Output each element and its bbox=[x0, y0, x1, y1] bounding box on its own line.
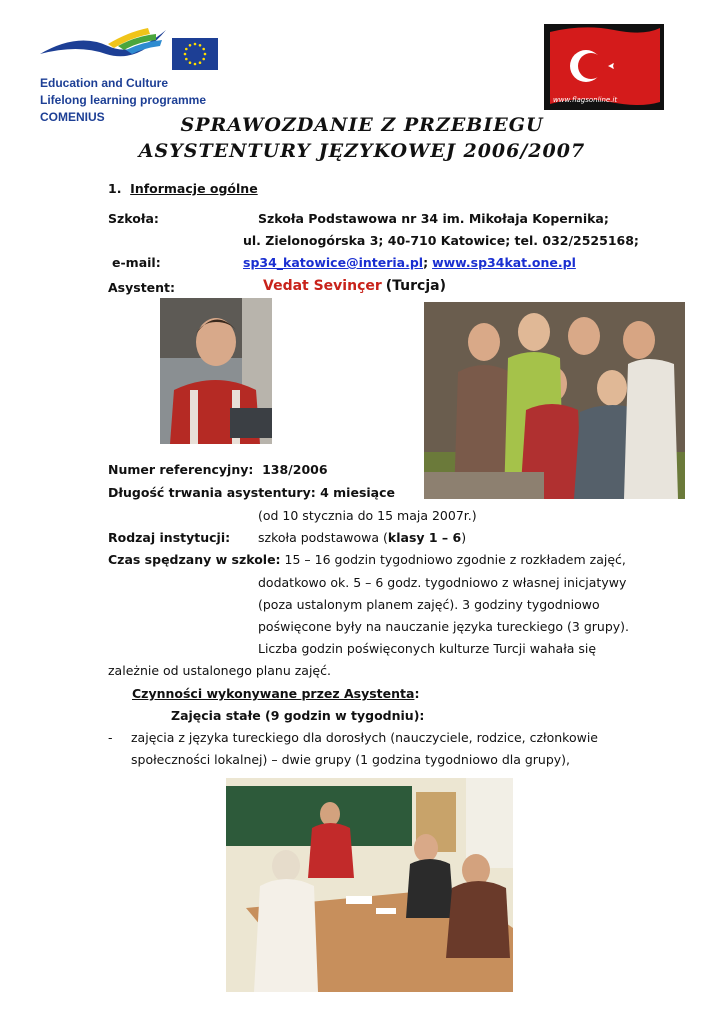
email-label: e-mail: bbox=[112, 255, 161, 270]
flag-caption: www.flagsonline.it bbox=[553, 96, 618, 104]
classroom-photo bbox=[226, 778, 513, 992]
institution-classes: klasy 1 – 6 bbox=[387, 530, 462, 545]
assistant-name: Vedat Sevinçer bbox=[263, 278, 382, 294]
activities-colon: : bbox=[414, 686, 420, 701]
assistant-country: (Turcja) bbox=[385, 278, 446, 294]
time-line3: (poza ustalonym planem zajęć). 3 godziny tygodniowo bbox=[258, 597, 600, 612]
time-label: Czas spędzany w szkole: bbox=[108, 552, 281, 567]
institution-close: ) bbox=[461, 530, 467, 545]
reference-row bbox=[108, 462, 328, 477]
title-line1: SPRAWOZDANIE Z PRZEBIEGU bbox=[180, 114, 544, 136]
contact-links bbox=[243, 255, 576, 270]
time-line1: 15 – 16 godzin tygodniowo zgodnie z rozkładem zajęć, bbox=[284, 552, 626, 567]
time-line6: zależnie od ustalonego planu zajęć. bbox=[108, 663, 331, 678]
institution-value bbox=[258, 530, 466, 545]
duration-value: 4 miesiące bbox=[320, 485, 395, 500]
school-address: ul. Zielonogórska 3; 40-710 Katowice; tel. 032/2525168; bbox=[243, 233, 639, 248]
bullet-marker: - bbox=[108, 730, 113, 745]
assistant-label: Asystent: bbox=[108, 280, 176, 295]
institution-label: Rodzaj instytucji: bbox=[108, 530, 231, 545]
email-separator: ; bbox=[423, 255, 429, 270]
reference-label: Numer referencyjny: bbox=[108, 462, 254, 477]
website-link[interactable]: www.sp34kat.one.pl bbox=[432, 255, 576, 270]
duration-dates: (od 10 stycznia do 15 maja 2007r.) bbox=[258, 508, 477, 523]
eu-flag-icon bbox=[172, 38, 218, 70]
assistant-portrait-photo bbox=[160, 298, 272, 444]
lifelong-learning-logo bbox=[38, 24, 168, 68]
email-link[interactable]: sp34_katowice@interia.pl bbox=[243, 255, 424, 270]
section-number: 1. bbox=[108, 181, 122, 196]
section-title: Informacje ogólne bbox=[130, 181, 258, 196]
activities-heading bbox=[132, 686, 419, 701]
group-photo bbox=[424, 302, 685, 499]
section-heading bbox=[108, 181, 258, 196]
school-label: Szkoła: bbox=[108, 211, 159, 226]
activities-title: Czynności wykonywane przez Asystenta bbox=[132, 686, 415, 701]
time-line2: dodatkowo ok. 5 – 6 godz. tygodniowo z własnej inicjatywy bbox=[258, 575, 627, 590]
duration-row bbox=[108, 485, 395, 500]
school-name: Szkoła Podstawowa nr 34 im. Mikołaja Kopernika; bbox=[258, 211, 609, 226]
fixed-classes-heading: Zajęcia stałe (9 godzin w tygodniu): bbox=[171, 708, 425, 723]
assistant bbox=[263, 278, 446, 294]
institution-type: szkoła podstawowa ( bbox=[258, 530, 388, 545]
logo-line2: Lifelong learning programme bbox=[40, 93, 207, 107]
reference-value: 138/2006 bbox=[262, 462, 328, 477]
page-title bbox=[70, 112, 654, 164]
time-line5: Liczba godzin poświęconych kulturze Turcji wahała się bbox=[258, 641, 597, 656]
list-item-line1: zajęcia z języka tureckiego dla dorosłych (nauczyciele, rodzice, członkowie bbox=[131, 730, 598, 745]
list-item-line2: społeczności lokalnej) – dwie grupy (1 godzina tygodniowo dla grupy), bbox=[131, 752, 571, 767]
time-line4: poświęcone były na nauczanie języka tureckiego (3 grupy). bbox=[258, 619, 630, 634]
duration-label: Długość trwania asystentury: bbox=[108, 485, 316, 500]
logo-line3: COMENIUS bbox=[40, 110, 105, 124]
title-line2: ASYSTENTURY JĘZYKOWEJ 2006/2007 bbox=[138, 140, 586, 162]
time-row bbox=[108, 552, 626, 567]
logo-line1: Education and Culture bbox=[40, 76, 169, 90]
